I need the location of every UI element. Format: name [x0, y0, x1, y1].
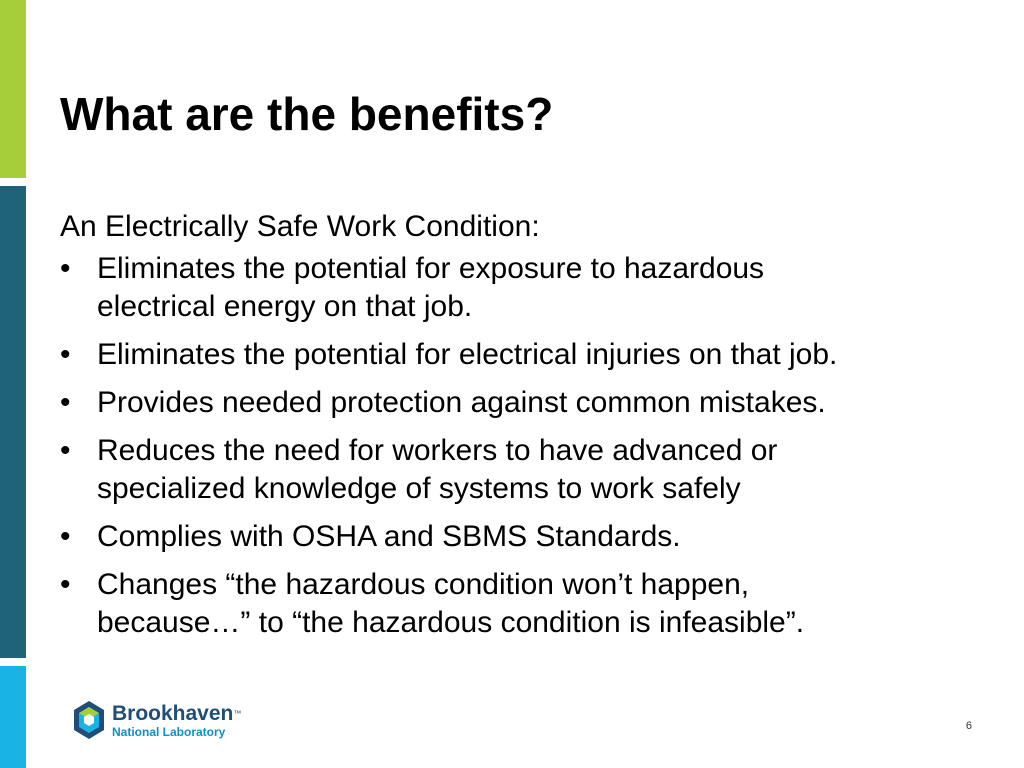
brookhaven-logo [72, 700, 272, 744]
bullet-text: Complies with OSHA and SBMS Standards. [97, 520, 681, 553]
bullet-item [60, 336, 980, 374]
logo-name-text: Brookhaven [112, 702, 234, 725]
page-number: 6 [965, 720, 972, 732]
bullet-text: Eliminates the potential for electrical injuries on that job. [97, 338, 838, 371]
bullet-marker: • [60, 568, 71, 601]
bullet-marker: • [60, 434, 71, 467]
bullet-item [60, 432, 980, 508]
accent-bar-cyan [0, 666, 26, 768]
logo-name [112, 702, 241, 726]
logo-trademark: ™ [233, 709, 242, 718]
bullet-item [60, 384, 980, 422]
bullet-item [60, 518, 980, 556]
brookhaven-hexagon-logo-icon [72, 700, 106, 740]
bullet-text: electrical energy on that job. [97, 290, 473, 323]
bullet-text: Eliminates the potential for exposure to hazardous [97, 252, 765, 285]
accent-bar-teal [0, 186, 26, 658]
bullet-text: specialized knowledge of systems to work safely [97, 472, 741, 505]
bullet-marker: • [60, 252, 71, 285]
slide-content [60, 207, 980, 652]
slide-title: What are the benefits? [60, 88, 554, 140]
bullet-list [60, 250, 980, 642]
bullet-item [60, 566, 980, 642]
logo-subtitle: National Laboratory [112, 725, 226, 739]
bullet-text: Provides needed protection against common mistakes. [97, 386, 826, 419]
intro-text: An Electrically Safe Work Condition: [60, 210, 540, 243]
bullet-marker: • [60, 520, 71, 553]
bullet-marker: • [60, 338, 71, 371]
bullet-text: because…” to “the hazardous condition is infeasible”. [97, 606, 805, 639]
bullet-text: Changes “the hazardous condition won’t happen, [97, 568, 750, 601]
bullet-marker: • [60, 386, 71, 419]
bullet-item [60, 250, 980, 326]
bullet-text: Reduces the need for workers to have advanced or [97, 434, 778, 467]
accent-bar-green [0, 0, 26, 178]
